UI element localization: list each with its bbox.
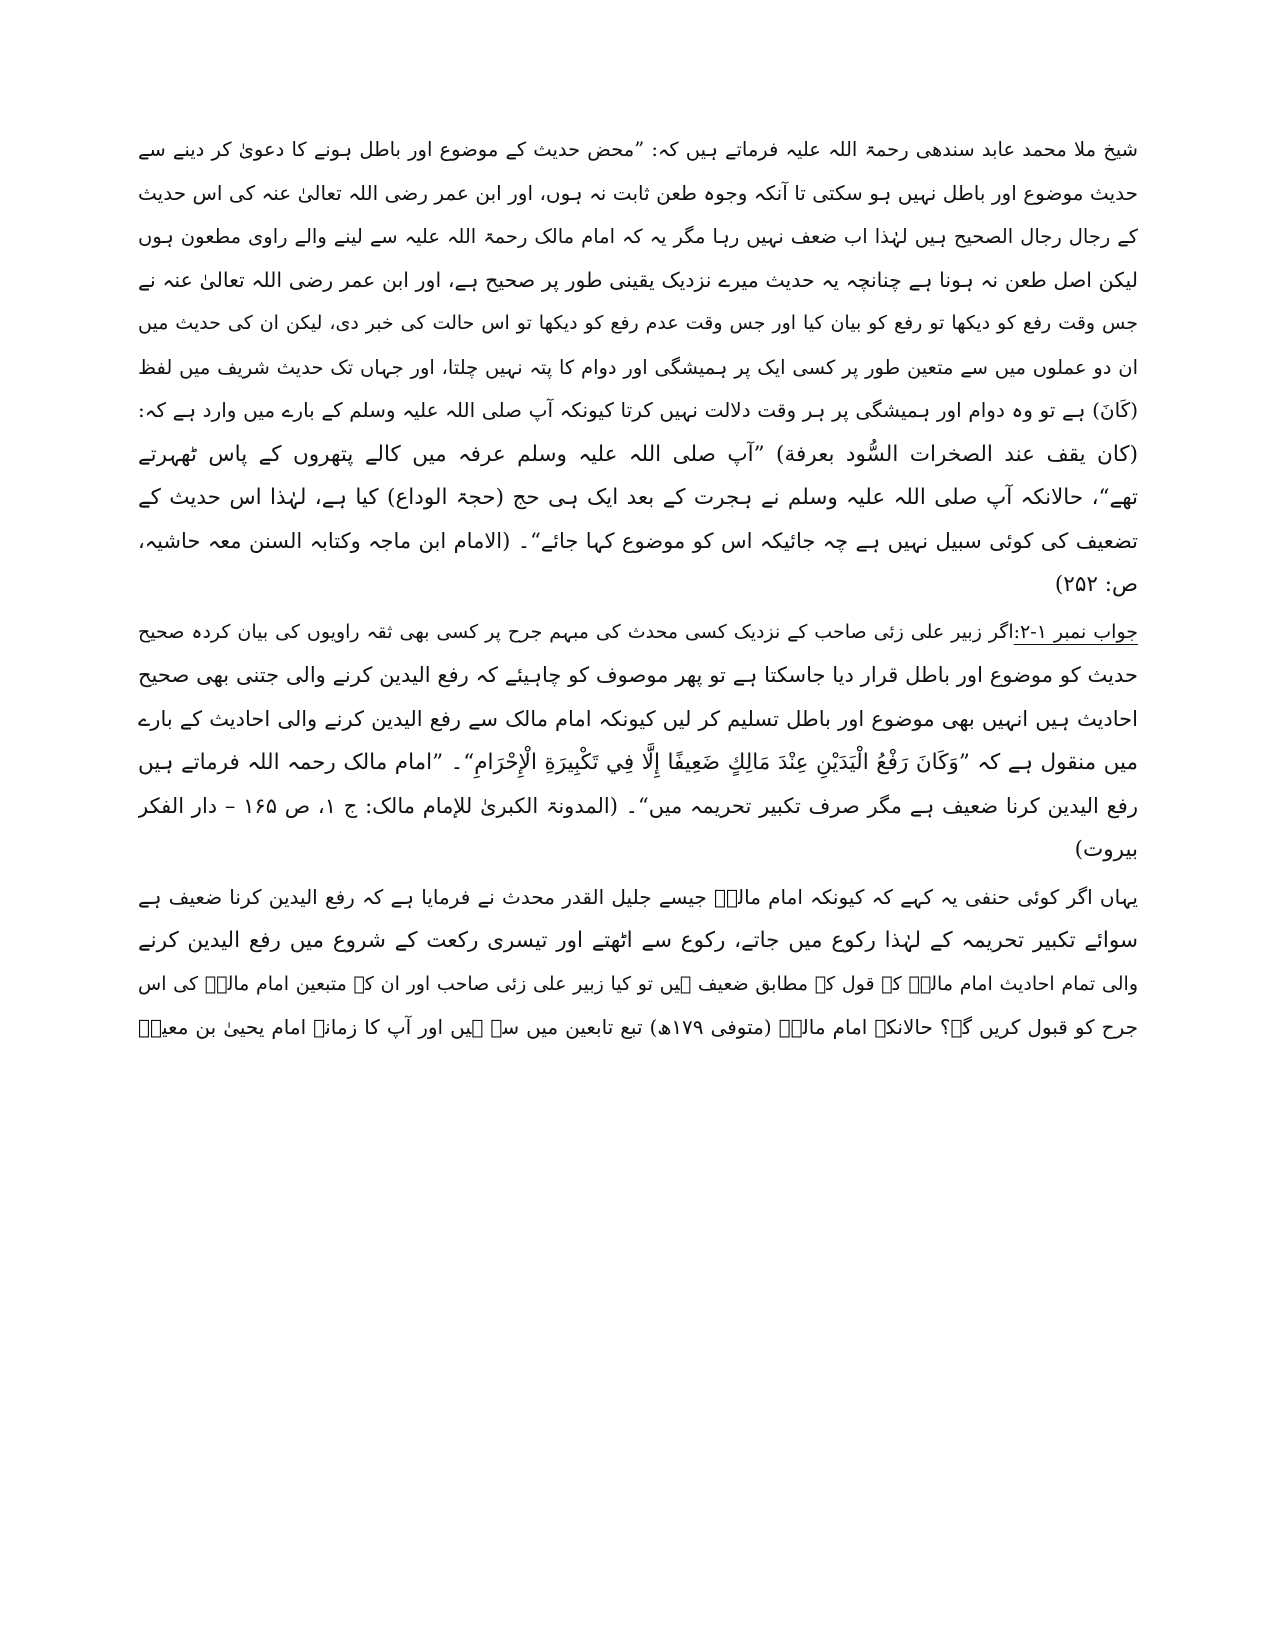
text-line: حدیث کو موضوع اور باطل قرار دیا جاسکتا ہے تو پھر موصوف کو چاہیئے کہ رفع الیدین کرنے والی جتنی بھی صحیح bbox=[138, 663, 1138, 687]
document-page bbox=[138, 128, 1138, 1054]
text-line: بیروت) bbox=[1074, 837, 1138, 862]
text-line: کے رجال رجال الصحیح ہیں لہٰذا اب ضعف نہیں رہا مگر یہ کہ امام مالک رحمۃ اللہ علیہ سے لینے والے راوی مطعون ہوں bbox=[138, 225, 1138, 248]
text-line: تھے“، حالانکہ آپ صلی اللہ علیہ وسلم نے ہجرت کے بعد ایک ہی حج (حجۃ الوداع) کیا ہے، لہٰذا اس حدیث کے bbox=[138, 485, 1138, 510]
text-line: والی تمام احادیث امام مالکؒ کے قول کے مطابق ضعیف ہیں تو کیا زبیر علی زئی صاحب اور ان کے متبعین امام مالکؒ کی اس bbox=[138, 972, 1138, 995]
text-line: شیخ ملا محمد عابد سندھی رحمۃ اللہ علیہ فرماتے ہیں کہ: ”محض حدیث کے موضوع اور باطل ہونے کا دعویٰ کر دینے سے bbox=[138, 138, 1138, 161]
text-line: لیکن اصل طعن نہ ہونا ہے چنانچہ یہ حدیث میرے نزدیک یقینی طور پر صحیح ہے، اور ابن عمر رضی اللہ تعالیٰ عنہ نے bbox=[138, 267, 1138, 292]
text-line: حدیث موضوع اور باطل نہیں ہو سکتی تا آنکہ وجوہ طعن ثابت نہ ہوں، اور ابن عمر رضی اللہ تعالیٰ عنہ کی اس حدیث bbox=[138, 180, 1138, 205]
text-line: جس وقت رفع کو دیکھا تو رفع کو بیان کیا اور جس وقت عدم رفع کو دیکھا تو اس حالت کی خبر دی، لیکن ان کی حدیث میں bbox=[138, 312, 1138, 334]
paragraph-answer bbox=[138, 611, 1138, 872]
answer-label: جواب نمبر ۱-۲: bbox=[1013, 620, 1138, 643]
text-line: (کَانَ) ہے تو وہ دوام اور ہمیشگی پر ہر وقت دلالت نہیں کرتا کیونکہ آپ صلی اللہ علیہ وسلم کے بارے میں وارد ہے کہ: bbox=[138, 398, 1138, 422]
text-line-first bbox=[138, 611, 1138, 655]
paragraph-discussion bbox=[138, 876, 1138, 1050]
answer-first-line-text: اگر زبیر علی زئی صاحب کے نزدیک کسی محدث کی مبہم جرح پر کسی بھی ثقہ راویوں کی بیان کردہ صحیح bbox=[138, 620, 1014, 643]
paragraph-quote-sindhi bbox=[138, 128, 1138, 607]
text-line: ان دو عملوں میں سے متعین طور پر کسی ایک پر ہمیشگی اور دوام کا پتہ نہیں چلتا، اور جہاں تک حدیث شریف میں لفظ bbox=[138, 355, 1138, 379]
text-line: یہاں اگر کوئی حنفی یہ کہے کہ کیونکہ امام مالکؒ جیسے جلیل القدر محدث نے فرمایا ہے کہ رفع الیدین کرنا ضعیف ہے bbox=[138, 884, 1138, 909]
text-line: ص: ۲۵۲) bbox=[1054, 572, 1138, 597]
text-line: جرح کو قبول کریں گے؟ حالانکہ امام مالکؒ (متوفی ۱۷۹ھ) تبع تابعین میں سے ہیں اور آپ کا زمانہ امام یحییٰ بن معینؒ bbox=[138, 1015, 1138, 1039]
text-line: سوائے تکبیر تحریمہ کے لہٰذا رکوع میں جاتے، رکوع سے اٹھتے اور تیسری رکعت کے شروع میں رفع الیدین کرنے bbox=[138, 928, 1138, 953]
text-line: رفع الیدین کرنا ضعیف ہے مگر صرف تکبیر تحریمہ میں“۔ (المدونۃ الکبریٰ للإمام مالک: ج ۱، ص ۱۶۵ – دار الفکر bbox=[138, 793, 1138, 818]
text-line: احادیث ہیں انہیں بھی موضوع اور باطل تسلیم کر لیں کیونکہ امام مالک سے رفع الیدین کرنے والی احادیث کے بارے bbox=[138, 706, 1138, 731]
text-line: میں منقول ہے کہ ”وَكَانَ رَفْعُ الْيَدَيْنِ عِنْدَ مَالِكٍ ضَعِيفًا إِلَّا فِي تَكْبِيرَةِ الْإِحْرَامِ“۔ ”امام مالک رحمہ اللہ فرماتے ہیں bbox=[138, 750, 1138, 775]
text-line: (كان يقف عند الصخرات السُّود بعرفة) ”آپ صلی اللہ علیہ وسلم عرفہ میں کالے پتھروں کے پاس ٹھہرتے bbox=[138, 441, 1138, 467]
text-line: تضعیف کی کوئی سبیل نہیں ہے چہ جائیکہ اس کو موضوع کہا جائے“۔ (الامام ابن ماجہ وکتابہ السنن معہ حاشیہ، bbox=[138, 528, 1138, 553]
